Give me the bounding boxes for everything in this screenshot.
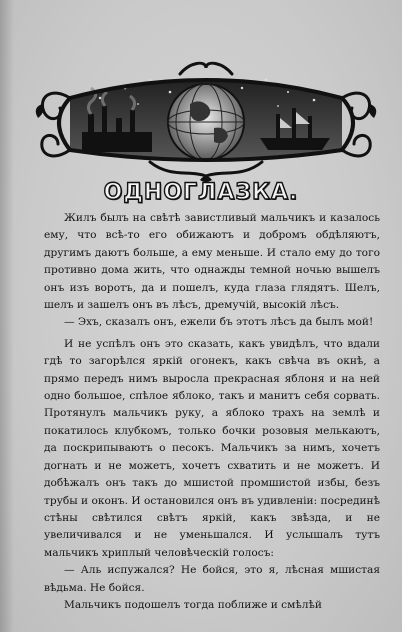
paragraph: И не успѣлъ онъ это сказать, какъ увидѣлъ, что вдали гдѣ то загорѣлся яркій огонекъ, какъ свѣча въ окнѣ, а прямо передъ нимъ выросла прекрасная яблоня и на ней одно большое, спѣлое яблоко, такъ и манитъ себя сорвать. Протянулъ мальчикъ руку, а яблоко трахъ на землѣ и покатилось клубкомъ, только бочки розовыя мелькаютъ, да поскрипываютъ о песокъ. Мальчикъ за нимъ, хочетъ догнать и не можетъ, хочетъ схватить и не можетъ. И добѣжалъ онъ такъ до мшистой промшистой избы, безъ трубы и оконъ. И остановился онъ въ удивленіи: посрединѣ стѣны свѣтился свѣтъ яркій, какъ звѣзда, и не увеличивался и не уменьшался. И услышалъ тутъ мальчикъ хриплый человѣческій голосъ:: [44, 337, 380, 559]
paragraph: — Эхъ, сказалъ онъ, ежели бъ этотъ лѣсъ да былъ мой!: [64, 316, 374, 329]
story-title: ОДНОГЛАЗКА.: [103, 180, 299, 205]
art-nouveau-vignette-illustration: [30, 58, 382, 184]
page-edge-shadow: [0, 0, 14, 632]
paragraph: Жилъ былъ на свѣтѣ завистливый мальчикъ и казалось ему, что всѣ-то его обижаютъ и добромъ обдѣляютъ, другимъ даютъ больше, а ему меньше. И стало ему до того противно дома жить, что однажды темной ночью вышелъ онъ изъ воротъ, да и пошелъ, куда глаза глядятъ. Шелъ, шелъ и зашелъ онъ въ лѣсъ, дремучій, высокій лѣсъ.: [44, 212, 380, 312]
story-body: [44, 210, 380, 614]
paragraph: — Аль испужался? Не бойся, это я, лѣсная мшистая вѣдьма. Не бойся.: [44, 564, 380, 594]
paragraph: Мальчикъ подошелъ тогда поближе и смѣлѣй: [64, 598, 322, 611]
